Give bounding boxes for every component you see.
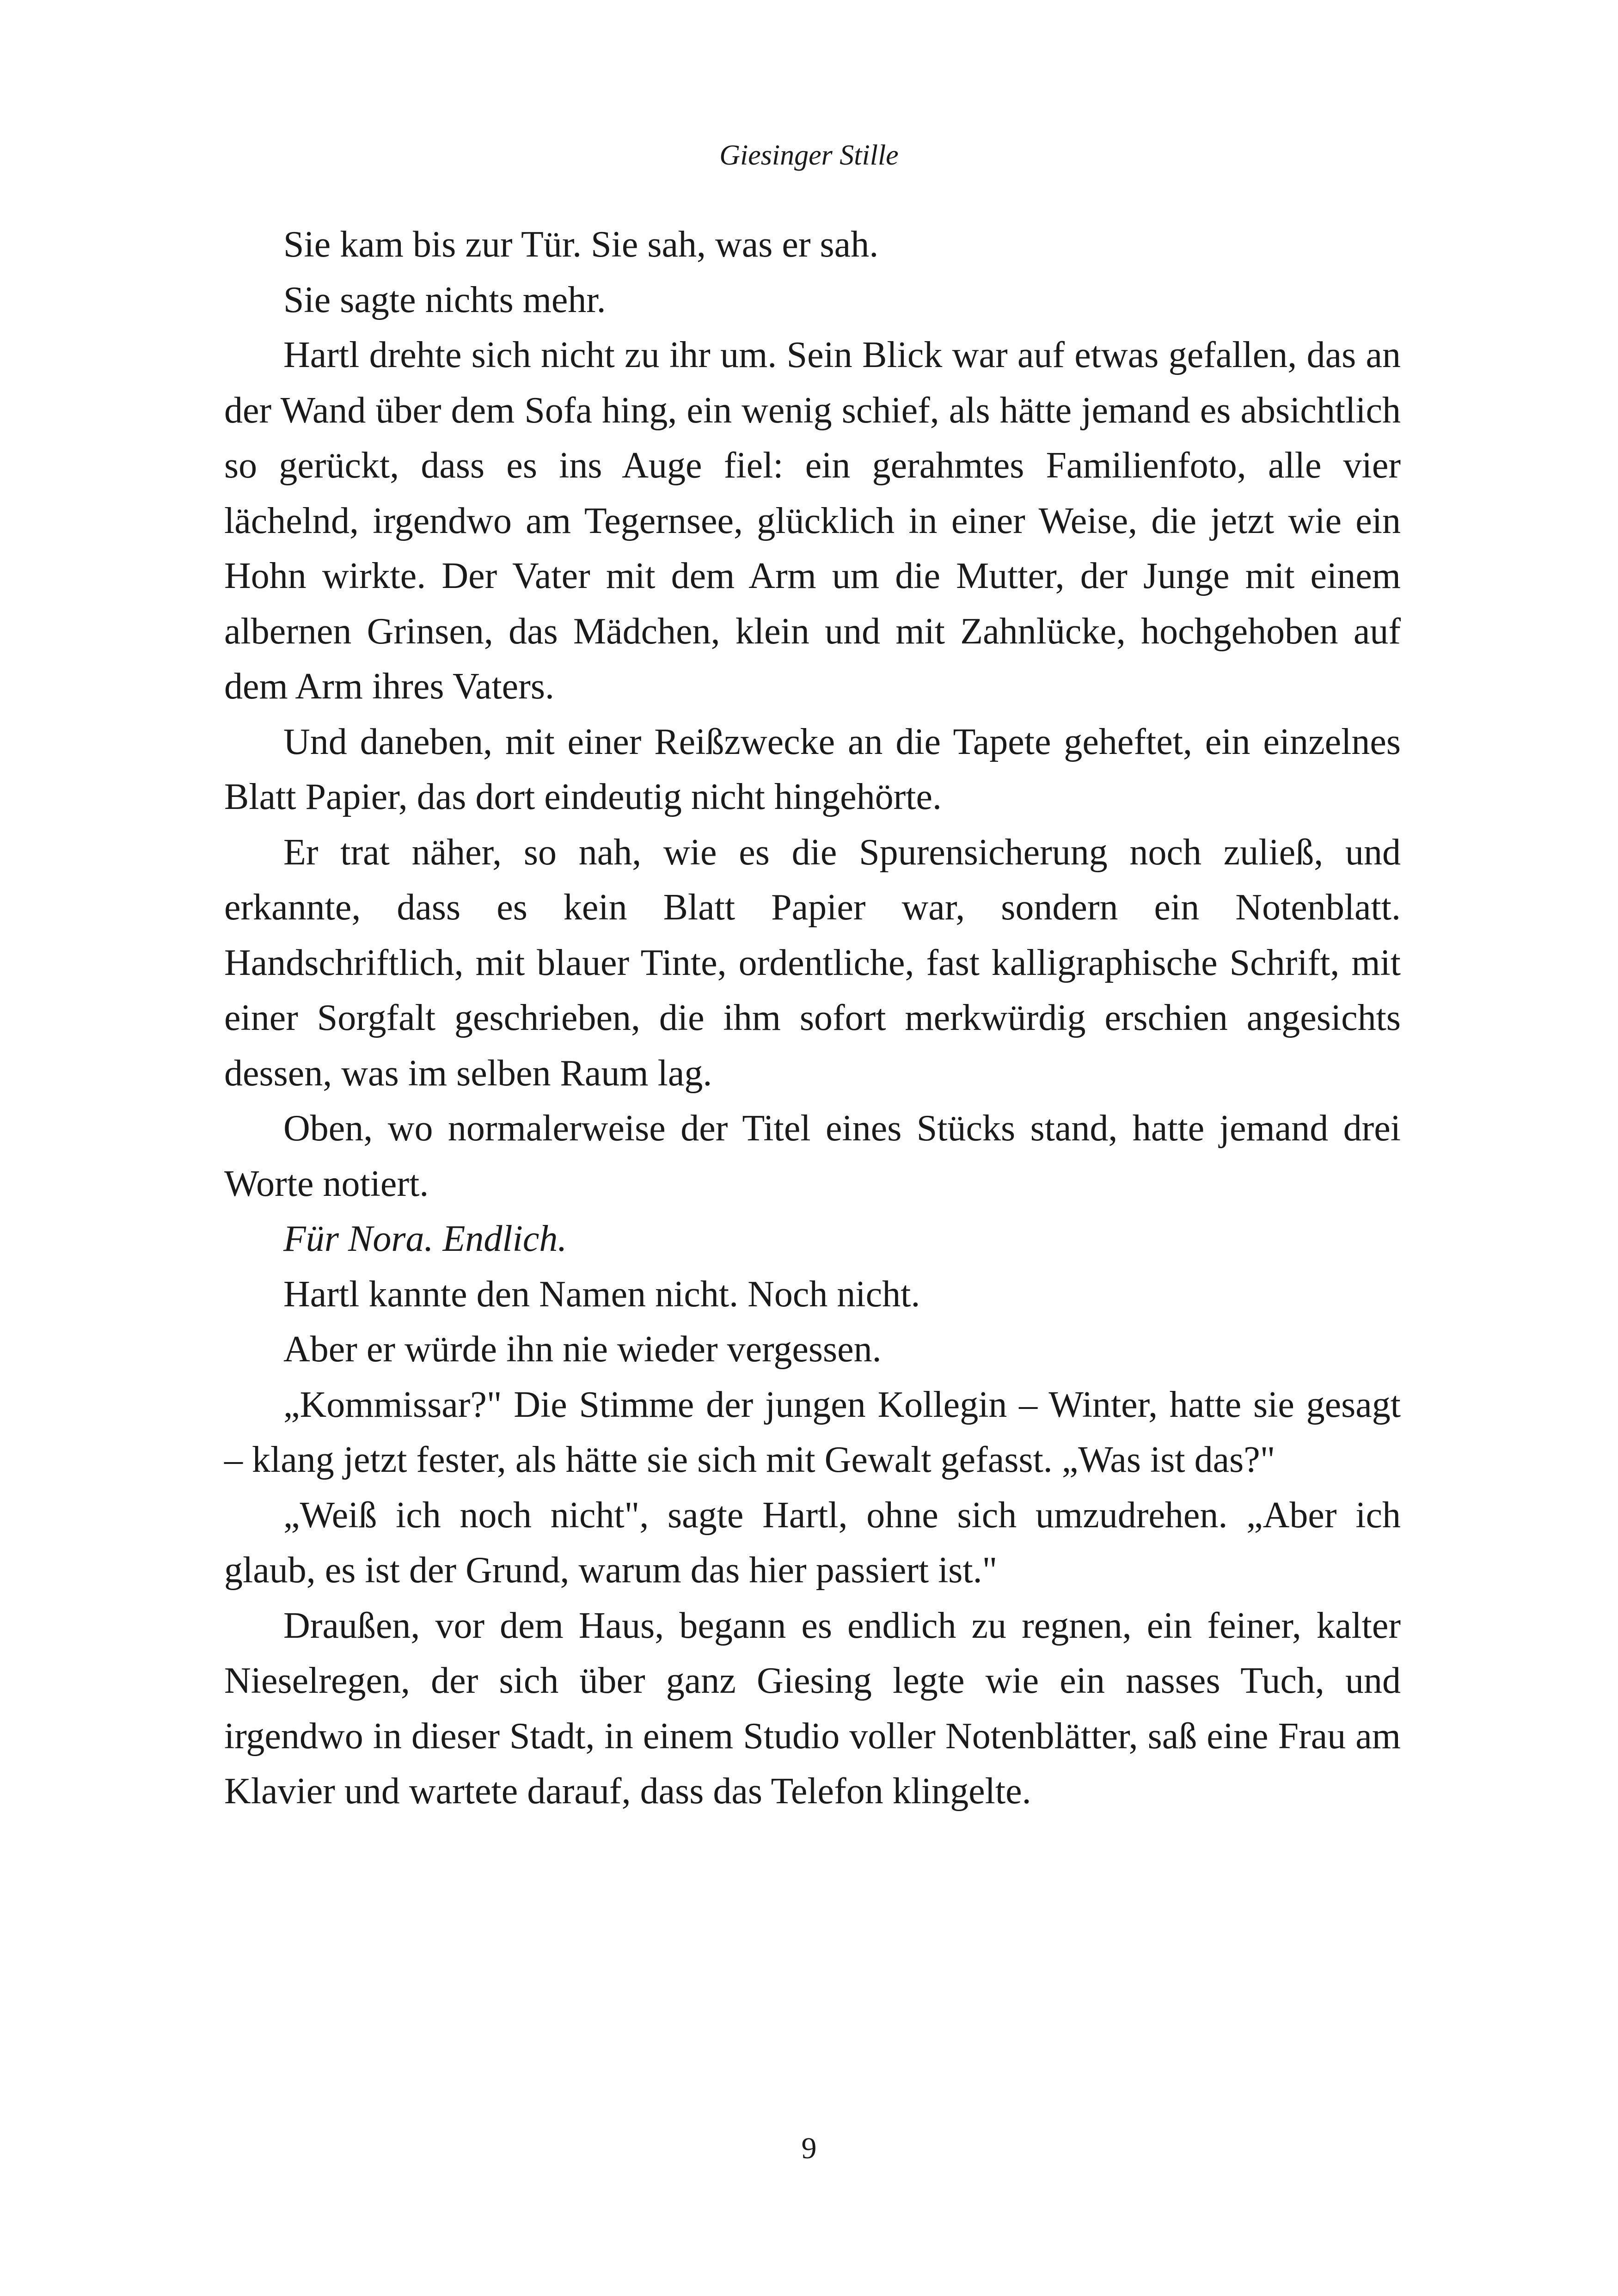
running-head: Giesinger Stille — [719, 140, 899, 171]
italic-dedication-line: Für Nora. Endlich. — [283, 1218, 567, 1259]
paragraph: Sie kam bis zur Tür. Sie sah, was er sah. — [283, 224, 879, 265]
paragraph: „Kommissar?" Die Stimme der jungen Kollegin – Winter, hatte sie gesagt – klang jetzt fester, als hätte sie sich mit Gewalt gefasst. „Was ist das?" — [224, 1384, 1401, 1480]
paragraph: Aber er würde ihn nie wieder vergessen. — [283, 1329, 882, 1370]
paragraph: Er trat näher, so nah, wie es die Spurensicherung noch zuließ, und erkannte, dass es kein Blatt Papier war, sondern ein Notenblatt. Handschriftlich, mit blauer Tinte, ordentliche, fast kalligraphische Schrift, mit einer Sorgfalt geschrieben, die ihm sofort merkwürdig erschien angesichts dessen, was im selben Raum lag. — [224, 832, 1401, 1094]
paragraph: Oben, wo normalerweise der Titel eines Stücks stand, hatte jemand drei Worte notiert. — [224, 1108, 1401, 1204]
paragraph: „Weiß ich noch nicht", sagte Hartl, ohne sich umzudrehen. „Aber ich glaub, es ist der Grund, warum das hier passiert ist." — [224, 1494, 1401, 1591]
paragraph: Und daneben, mit einer Reißzwecke an die Tapete geheftet, ein einzelnes Blatt Papier, das dort eindeutig nicht hingehörte. — [224, 721, 1401, 817]
paragraph: Draußen, vor dem Haus, begann es endlich zu regnen, ein feiner, kalter Nieselregen, der sich über ganz Giesing legte wie ein nasses Tuch, und irgendwo in dieser Stadt, in einem Studio voller Notenblätter, saß eine Frau am Klavier und wartete darauf, dass das Telefon klingelte. — [224, 1605, 1401, 1812]
paragraph: Hartl drehte sich nicht zu ihr um. Sein Blick war auf etwas gefallen, das an der Wand über dem Sofa hing, ein wenig schief, als hätte jemand es absichtlich so gerückt, dass es ins Auge fiel: ein gerahmtes Familienfoto, alle vier lächelnd, irgendwo am Tegernsee, glücklich in einer Weise, die jetzt wie ein Hohn wirkte. Der Vater mit dem Arm um die Mutter, der Junge mit einem albernen Grinsen, das Mädchen, klein und mit Zahnlücke, hochgehoben auf dem Arm ihres Vaters. — [224, 335, 1401, 707]
paragraph: Sie sagte nichts mehr. — [283, 279, 606, 320]
paragraph: Hartl kannte den Namen nicht. Noch nicht. — [283, 1274, 920, 1315]
page-number: 9 — [801, 2131, 817, 2165]
body-text — [224, 217, 1401, 1819]
